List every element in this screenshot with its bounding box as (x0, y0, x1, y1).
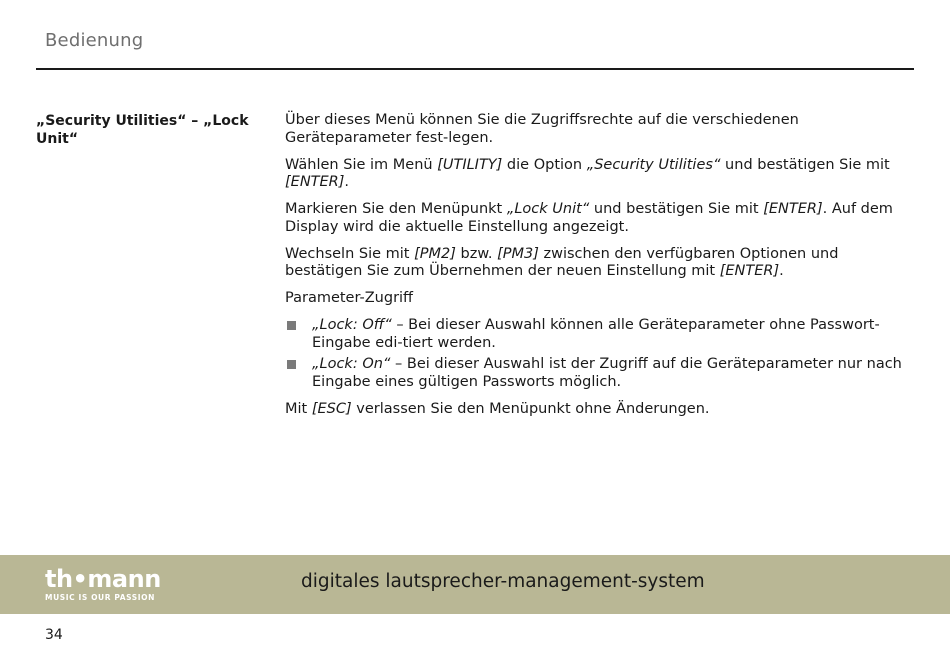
key-enter: [ENTER] (719, 263, 780, 279)
step-text: Mit (285, 400, 312, 417)
intro-paragraph: Über dieses Menü können Sie die Zugriffsrechte auf die verschiedenen Geräteparameter fest-legen. (285, 112, 799, 146)
step-text: und bestätigen Sie mit (589, 201, 764, 217)
square-bullet-icon (287, 321, 296, 330)
header-divider (36, 68, 914, 70)
key-utility: [UTILITY] (437, 156, 503, 173)
step-text: verlassen Sie den Menüpunkt ohne Änderungen. (351, 400, 710, 417)
key-enter: [ENTER] (763, 201, 823, 217)
page-header-title: Bedienung (45, 30, 144, 51)
step-text: . (779, 263, 784, 279)
key-enter: [ENTER] (285, 174, 345, 190)
option-lock-on: „Lock: On“ (312, 356, 391, 372)
step-text: . (344, 174, 350, 190)
list-item (285, 356, 910, 391)
step-switch-options (285, 246, 910, 281)
section-heading: „Security Utilities“ – „Lock Unit“ (36, 113, 249, 147)
list-item (285, 317, 910, 352)
step-text: Markieren Sie den Menüpunkt (285, 201, 507, 217)
key-pm3: [PM3] (497, 245, 539, 262)
step-text: die Option (502, 156, 587, 173)
section-body (285, 112, 910, 428)
key-esc: [ESC] (311, 400, 352, 417)
parameter-label: Parameter-Zugriff (285, 290, 414, 306)
footer-band (0, 555, 950, 614)
logo-wordmark: th•mann (45, 565, 161, 593)
option-description: – Bei dieser Auswahl können alle Geräteparameter ohne Passwort-Eingabe edi-tiert werden. (312, 317, 880, 351)
step-text: Wählen Sie im Menü (285, 156, 438, 173)
key-pm2: [PM2] (414, 245, 456, 262)
logo-tagline: MUSIC IS OUR PASSION (45, 593, 156, 602)
step-select-option (285, 157, 910, 192)
thomann-logo (45, 567, 161, 602)
option-lock-off: „Lock: Off“ (312, 317, 392, 333)
option-security-utilities: „Security Utilities“ (586, 156, 721, 173)
step-text: bzw. (455, 245, 498, 262)
step-text: Wechseln Sie mit (285, 245, 415, 262)
exit-paragraph (285, 401, 910, 419)
step-text: und bestätigen Sie mit (720, 156, 890, 173)
footer-title: digitales lautsprecher-management-system (301, 571, 705, 592)
option-lock-unit: „Lock Unit“ (506, 201, 590, 217)
step-text: zwischen den verfügbaren Optionen und bestätigen Sie zum Übernehmen der neuen Einstellung mit (285, 245, 839, 279)
step-mark-item (285, 201, 910, 236)
page-number: 34 (45, 627, 63, 643)
option-description: – Bei dieser Auswahl ist der Zugriff auf die Geräteparameter nur nach Eingabe eines gültigen Passworts möglich. (312, 356, 902, 390)
square-bullet-icon (287, 360, 296, 369)
option-list (285, 317, 910, 391)
step-text: . Auf dem Display wird die aktuelle Einstellung angezeigt. (285, 201, 893, 235)
